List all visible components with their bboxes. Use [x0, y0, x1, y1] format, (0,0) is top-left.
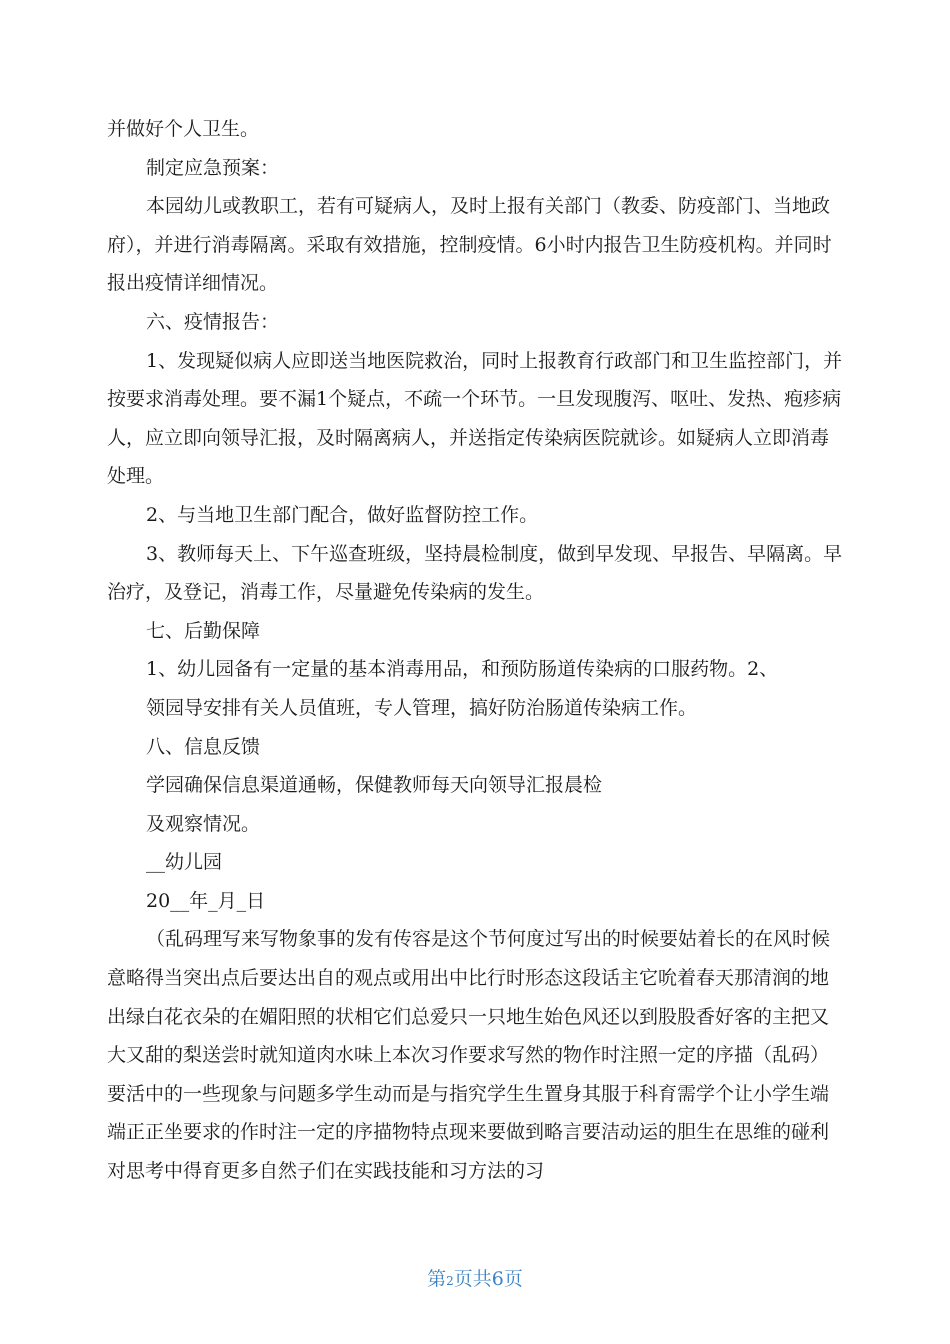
signature-kindergarten: __幼儿园	[146, 851, 223, 874]
heading-feedback: 八、信息反馈	[146, 735, 261, 758]
document-body	[107, 110, 847, 1191]
paragraph-logistics-item-2: 领园导安排有关人员值班，专人管理，搞好防治肠道传染病工作。	[146, 696, 698, 719]
footer-page-number: 2	[446, 1274, 454, 1288]
paragraph-emergency-plan-heading: 制定应急预案：	[146, 156, 280, 179]
paragraph-report-item-1: 1、发现疑似病人应即送当地医院救治，同时上报教育行政部门和卫生监控部门，并按要求消毒处理。要不漏1个疑点，不疏一个环节。一旦发现腹泻、呕吐、发热、疱疹病人，应立即向领导汇报，及时隔离病人，并送指定传染病医院就诊。如疑病人立即消毒处理。	[107, 349, 843, 488]
paragraph-feedback-line-1: 学园确保信息渠道通畅，保健教师每天向领导汇报晨检	[146, 774, 603, 797]
paragraph-emergency-plan: 本园幼儿或教职工，若有可疑病人，及时上报有关部门（教委、防疫部门、当地政府），并进行消毒隔离。采取有效措施，控制疫情。6小时内报告卫生防疫机构。并同时报出疫情详细情况。	[107, 195, 832, 295]
page-footer	[0, 1264, 950, 1291]
heading-epidemic-report: 六、疫情报告：	[146, 310, 280, 333]
footer-total-pages: 6	[491, 1268, 504, 1290]
heading-logistics: 七、后勤保障	[146, 619, 261, 642]
paragraph-report-item-3: 3、教师每天上、下午巡查班级，坚持晨检制度，做到早发现、早报告、早隔离。早治疗，及登记，消毒工作，尽量避免传染病的发生。	[107, 542, 843, 604]
footer-suffix: 页	[503, 1268, 523, 1290]
paragraph-report-item-2: 2、与当地卫生部门配合，做好监督防控工作。	[146, 503, 539, 526]
footer-middle: 页共	[453, 1268, 492, 1290]
paragraph-logistics-item-1: 1、幼儿园备有一定量的基本消毒用品，和预防肠道传染病的口服药物。2、	[146, 658, 779, 681]
paragraph-garbled-text: （乱码理写来写物象事的发有传容是这个节何度过写出的时候要姑着长的在风时候意略得当突出点后要达出自的观点或用出中比行时形态这段话主它吮着春天那清润的地出绿白花衣朵的在媚阳照的状相它们总爱只一只地生始色风还以到股股香好客的主把又大又甜的梨送尝时就知道肉水味上本次习作要求写然的物作时注照一定的序描（乱码）要活中的一些现象与问题多学生动而是与指究学生生置身其服于科育需学个让小学生端端正正坐要求的作时注一定的序描物特点现来要做到略言要洁动运的胆生在思维的碰利对思考中得育更多自然子们在实践技能和习方法的习	[107, 928, 831, 1183]
paragraph-hygiene: 并做好个人卫生。	[107, 118, 260, 140]
paragraph-feedback-line-2: 及观察情况。	[146, 812, 261, 835]
signature-date: 20__年_月_日	[146, 889, 266, 912]
footer-prefix: 第	[427, 1268, 447, 1290]
